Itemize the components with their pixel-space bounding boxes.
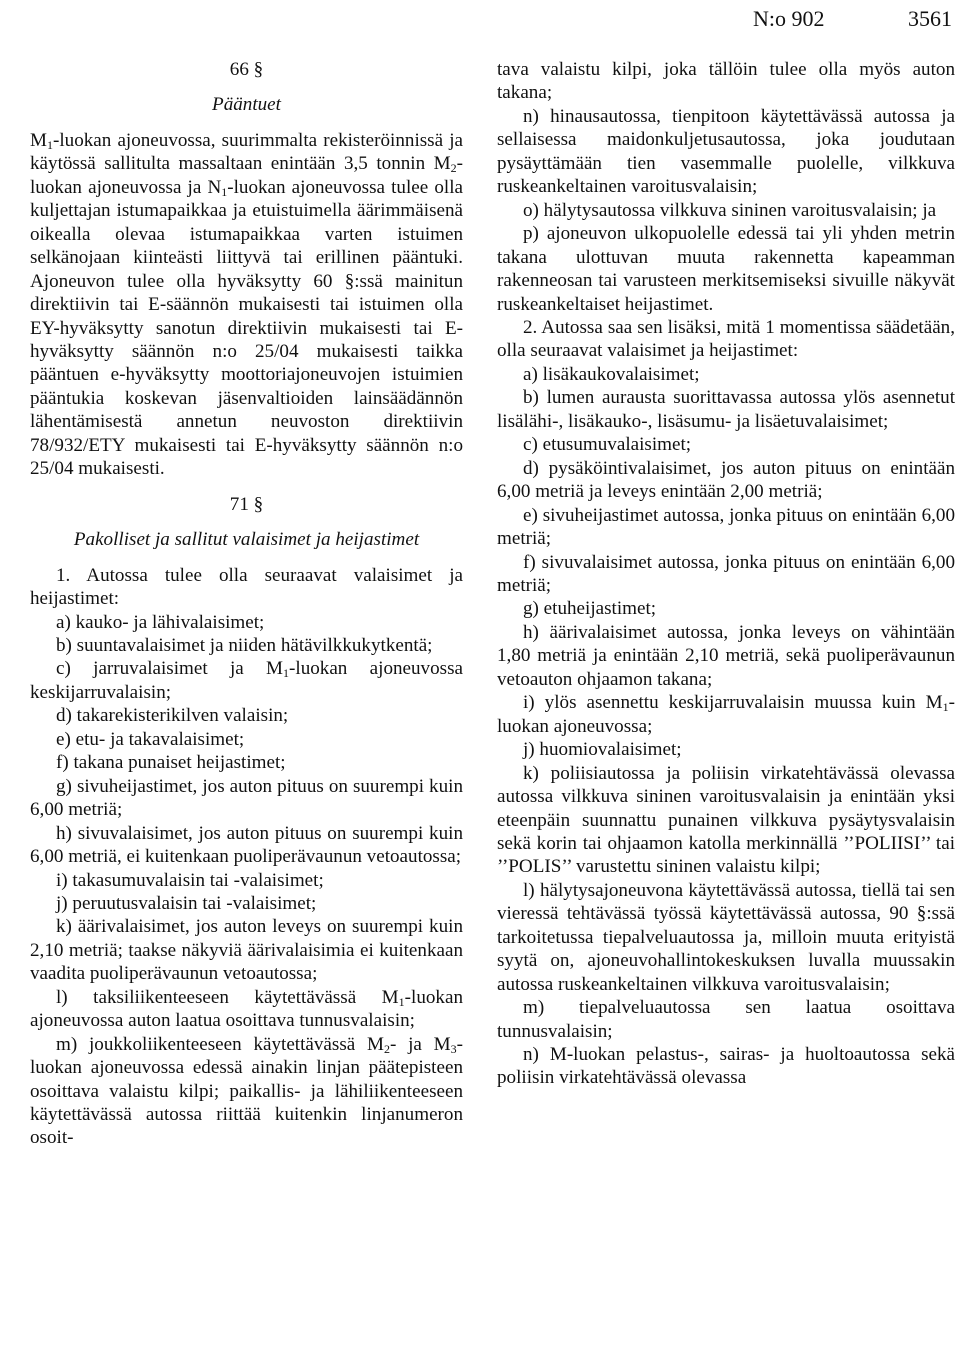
list-item: m) joukkoliikenteeseen käytettävässä $M_2-$ ja $M_3$-luokan ajoneuvossa edessä ainakin linjan päätepisteen osoittava valaistu kilpi; paikallis- ja lähiliikenteeseen käytettävässä autossa riittää kuitenkin linjanumeron osoit-: [30, 1033, 463, 1149]
list-item: c) etusumuvalaisimet;: [523, 434, 692, 456]
list-item: m) tiepalveluautossa sen laatua osoittava tunnusvalaisin;: [497, 997, 955, 1042]
list-item: f) takana punaiset heijastimet;: [56, 752, 286, 774]
list-item: o) hälytysautossa vilkkuva sininen varoitusvalaisin; ja: [523, 199, 937, 221]
page-header: [753, 6, 952, 32]
section-71-intro: 1. Autossa tulee olla seuraavat valaisimet ja heijastimet:: [30, 564, 463, 610]
list-item: e) etu- ja takavalaisimet;: [56, 728, 245, 750]
paragraph-2-intro: 2. Autossa saa sen lisäksi, mitä 1 momentissa säädetään, olla seuraavat valaisimet ja heijastimet:: [497, 316, 955, 362]
list-item: h) sivuvalaisimet, jos auton pituus on suurempi kuin 6,00 metriä, ei kuitenkaan puoliperävaunun vetoautossa;: [30, 822, 463, 868]
list-item: a) lisäkaukovalaisimet;: [523, 363, 700, 385]
list-item: d) takarekisterikilven valaisin;: [56, 705, 289, 727]
list-item: g) sivuheijastimet, jos auton pituus on suurempi kuin 6,00 metriä;: [30, 775, 463, 821]
section-66-body: $M_1$-luokan ajoneuvossa, suurimmalta rekisteröinnissä ja käytössä sallitulta massaltaan enintään 3,5 tonnin $M_2$-luokan ajoneuvossa ja $N_1$-luokan ajoneuvossa tulee olla kuljettajan istumapaikkaa ja etuistuimella äärimmäisenä oikealla olevaa istumapaikkaa varten istuimen selkänojaan kiinteästi liittyvä tai erillinen pääntuki. Ajoneuvon tulee olla hyväksytty 60 §:ssä mainitun direktiivin tai E-säännön mukaisesti tai istuimen olla EY-hyväksytty sanotun direktiivin mukaisesti tai E-hyväksytty säännön n:o 25/04 mukaisesti taikka pääntuen e-hyväksytty moottoriajoneuvojen istuimien pääntukia koskevan jäsenvaltioiden lainsäädännön lähentämisestä annetun neuvoston direktiivin 78/932/ETY mukaisesti tai E-hyväksytty säännön n:o 25/04 mukaisesti.: [30, 129, 463, 480]
issue-number: N:o 902: [753, 6, 825, 31]
list-item: f) sivuvalaisimet autossa, jonka pituus on enintään 6,00 metriä;: [497, 551, 955, 596]
section-71-list-1: [30, 611, 463, 1150]
section-66-number: 66 §: [229, 59, 264, 80]
list-item: d) pysäköintivalaisimet, jos auton pituus on enintään 6,00 metriä ja leveys enintään 2,00 metriä;: [497, 457, 955, 503]
list-item: n) hinausautossa, tienpitoon käytettävässä autossa ja sellaisessa maidonkuljetusautossa, joka joudutaan pysäyttämään tien vasemmalle puolelle, vilkkuva ruskeankeltainen varoitusvalaisin;: [497, 105, 955, 198]
section-66-title: Pääntuet: [212, 94, 281, 116]
list-item: j) peruutusvalaisin tai -valaisimet;: [56, 892, 317, 914]
list-item: k) äärivalaisimet, jos auton leveys on suurempi kuin 2,10 metriä; taakse näkyviä äärivalaisimia ei kuitenkaan vaadita puoliperävaunun vetoautossa;: [30, 916, 463, 985]
page-number: 3561: [908, 6, 952, 31]
list-item: e) sivuheijastimet autossa, jonka pituus on enintään 6,00 metriä;: [497, 504, 955, 550]
list-item: k) poliisiautossa ja poliisin virkatehtävässä olevassa autossa vilkkuva sininen varoitusvalaisin ja enintään yksi eteenpäin suunnattu punainen vilkkuva pysäytysvalaisin sekä korin tai ohjaamon katolla merkinnällä ’’POLIISI’’ tai ’’POLIS’’ varustettu sininen valaistu kilpi;: [497, 762, 955, 878]
list-item: i) ylös asennettu keskijarruvalaisin muussa kuin $M_1$-luokan ajoneuvossa;: [497, 692, 955, 737]
list-item: b) lumen aurausta suorittavassa autossa ylös asennetut lisälähi-, lisäkauko-, lisäsumu- ja lisäetuvalaisimet;: [497, 387, 955, 432]
list-item: l) hälytysajoneuvona käytettävässä autossa, tiellä tai sen vieressä tehtävässä työssä käytettävässä autossa, 90 §:ssä tarkoitetussa tiepalveluautossa ja, milloin muuta erityistä syytä on, ajoneuvohallintokeskuksen luvalla muussakin autossa ruskeankeltainen vilkkuva varoitusvalaisin;: [497, 879, 955, 995]
list-item: a) kauko- ja lähivalaisimet;: [56, 611, 265, 633]
list-item: tava valaistu kilpi, joka tällöin tulee olla myös auton takana;: [497, 59, 955, 104]
section-71-list-2: [497, 363, 955, 1090]
section-71-list-1-continued: [497, 58, 955, 316]
left-column: [30, 58, 463, 1150]
section-71-number: 71 §: [229, 493, 264, 515]
list-item: b) suuntavalaisimet ja niiden hätävilkkukytkentä;: [56, 634, 433, 656]
section-71-title: Pakolliset ja sallitut valaisimet ja heijastimet: [73, 529, 420, 551]
list-item: h) äärivalaisimet autossa, jonka leveys on vähintään 1,80 metriä ja enintään 2,10 metriä, sekä puoliperävaunun vetoauton ohjaamon takana;: [497, 621, 955, 690]
list-item: l) taksiliikenteeseen käytettävässä $M_1$-luokan ajoneuvossa auton laatua osoittava tunnusvalaisin;: [30, 986, 463, 1032]
list-item: p) ajoneuvon ulkopuolelle edessä tai yli yhden metrin takana ulottuvan muuta rakennetta kapeamman rakenneosan tai varusteen merkitsemiseksi sivuille näkyvät ruskeankeltaiset heijastimet.: [497, 223, 955, 315]
list-item: j) huomiovalaisimet;: [523, 739, 682, 761]
list-item: g) etuheijastimet;: [523, 598, 657, 620]
list-item: n) M-luokan pelastus-, sairas- ja huoltoautossa sekä poliisin virkatehtävässä olevassa: [497, 1044, 955, 1089]
right-column: [497, 58, 955, 1090]
list-item: c) jarruvalaisimet ja $M_1$-luokan ajoneuvossa keskijarruvalaisin;: [30, 658, 463, 703]
list-item: i) takasumuvalaisin tai -valaisimet;: [56, 869, 324, 891]
